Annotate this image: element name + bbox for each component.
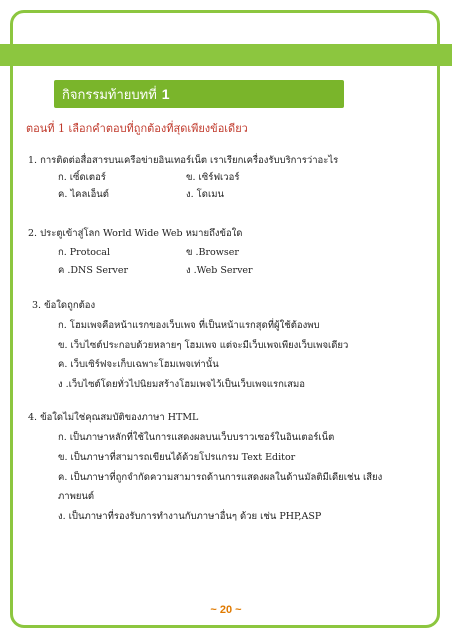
q3-option-b: ข. เว็บไซต์ประกอบด้วยหลายๆ โฮมเพจ แต่จะมีเว็บเพจเพียงเว็บเพจเดียว xyxy=(58,340,349,351)
q2-option-a: ก. Protocal xyxy=(58,247,111,258)
instruction-text: ตอนที่ 1 เลือกคำตอบที่ถูกต้องที่สุดเพียงข้อเดียว xyxy=(26,122,248,135)
q4-option-a: ก. เป็นภาษาหลักที่ใช้ในการแสดงผลบนเว็บบราวเซอร์ในอินเตอร์เน็ต xyxy=(58,432,335,443)
q3-option-a: ก. โฮมเพจคือหน้าแรกของเว็บเพจ ที่เป็นหน้าแรกสุดที่ผู้ใช้ต้องพบ xyxy=(58,320,320,331)
header-band xyxy=(0,44,452,66)
q4-option-c-continued: ภาพยนต์ xyxy=(58,491,95,502)
section-title xyxy=(54,80,344,108)
q1-option-c: ค. ไคลเอ็นต์ xyxy=(58,189,109,200)
page-number: ~ 20 ~ xyxy=(210,604,242,616)
q1-option-d: ง. โดเมน xyxy=(186,189,224,200)
question-1: 1. การติดต่อสื่อสารบนเครือข่ายอินเทอร์เน็ต เราเรียกเครื่องรับบริการว่าอะไร xyxy=(28,155,339,166)
section-title-text: กิจกรรมท้ายบทที่ xyxy=(62,86,157,102)
q4-option-c: ค. เป็นภาษาที่ถูกจำกัดความสามารถด้านการแสดงผลในด้านมัลติมีเดียเช่น เสียง xyxy=(58,472,383,483)
q2-option-d: ง .Web Server xyxy=(186,265,253,276)
question-4: 4. ข้อใดไม่ใช่คุณสมบัติของภาษา HTML xyxy=(28,412,199,423)
q2-option-c: ค .DNS Server xyxy=(58,265,129,276)
q4-option-b: ข. เป็นภาษาที่สามารถเขียนได้ด้วยโปรแกรม Text Editor xyxy=(58,452,296,463)
q3-option-d: ง .เว็บไซต์โดยทั่วไปนิยมสร้างโฮมเพจไว้เป็นเว็บเพจแรกเสมอ xyxy=(58,379,305,390)
question-2: 2. ประตูเข้าสู่โลก World Wide Web หมายถึงข้อใด xyxy=(28,228,243,239)
section-title-number: 1 xyxy=(161,86,170,102)
question-3: 3. ข้อใดถูกต้อง xyxy=(32,300,96,311)
q2-option-b: ข .Browser xyxy=(186,247,239,258)
q1-option-b: ข. เซิร์ฟเวอร์ xyxy=(186,172,240,183)
q4-option-d: ง. เป็นภาษาที่รองรับการทำงานกับภาษาอื่นๆ ด้วย เช่น PHP,ASP xyxy=(58,511,322,522)
q1-option-a: ก. เซิ์ดเตอร์ xyxy=(58,172,106,183)
q3-option-c: ค. เว็บเซิร์ฟจะเก็บเฉพาะโฮมเพจเท่านั้น xyxy=(58,359,219,370)
